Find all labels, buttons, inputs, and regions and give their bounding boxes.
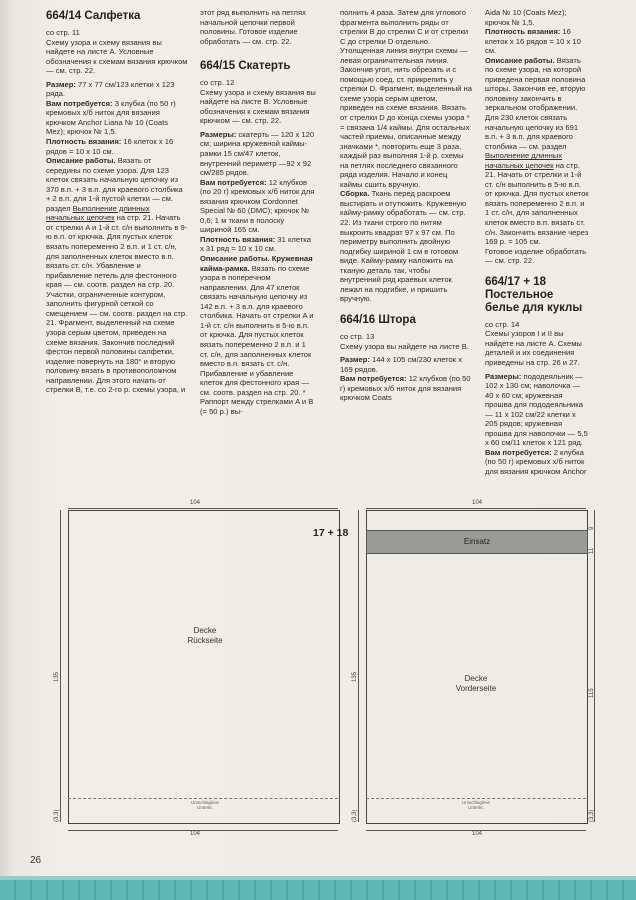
intro-text: Схему узора и схему вязания вы найдете на листе A. Условные обозначения к схемам вязания крючком — см. стр. 22. <box>46 37 188 76</box>
section-title-664-16: 664/16 Штора <box>340 313 416 326</box>
diagram-label: Decke Vorderseite <box>455 674 497 693</box>
text-block: полнить 4 раза. Затем для углового фрагмента выполнить ряды от стрелки B до стрелки C и от стрелки C до стрелки D отдельно. Утолщенная линия внутри схемы — левая ограничительная линия. Закончив угол, нить обрезать и с помощью соед. ст. прикрепить у стрелки D. Фрагмент, выделенный на схеме узора серым цветом, приведен на схеме вязания. Вязать от стрелки D до конца схемы узора * = связана 1/4 каймы. Для остальных частей приемы, описанные между значками *, повторить еще 3 раза, каждый раз выполняя 1-й р. схемы на петлях последнего связанного ряда изделия. Начало и конец каймы сшить вручную. <box>340 8 472 189</box>
need-para: Вам потребуется: 12 клубков (по 20 г) кремовых х/б ниток для вязания крючком Cordonnet Special № 60 (DMC); крючок № 0,6; 1 м ткани в полоску шириной 165 см. <box>200 177 315 235</box>
density-para: Плотность вязания: 16 клеток х 16 рядов = 10 х 10 см. <box>485 27 581 56</box>
diagram-decke-rueckseite <box>40 498 320 838</box>
fold-label: Umschlaglinie Unterkt. <box>461 800 490 810</box>
density-para: Плотность вязания: 16 клеток х 16 рядов = 10 х 10 см. <box>46 137 174 156</box>
ref-text: со стр. 14 <box>485 319 520 329</box>
ref-text: со стр. 13 <box>340 331 375 341</box>
width-dimension-top: 104 <box>472 500 483 506</box>
text-block: Aida № 10 (Coats Mez); крючок № 1,5. <box>485 8 567 27</box>
page-number: 26 <box>30 855 42 866</box>
small-dimension-right: (3,3) <box>589 809 595 822</box>
pattern-outline <box>366 510 588 824</box>
need-para: Вам потребуется: 2 клубка (по 50 г) кремовых х/б ниток для вязания крючком Anchor <box>485 447 587 476</box>
continued-text: этот ряд выполнить на петлях начальной цепочки первой половины. Готовое изделие обработать — см. стр. 22. <box>200 8 306 46</box>
size-para: Размер: 77 х 77 см/123 клетки х 123 ряда. <box>46 79 175 99</box>
need-para: Вам потребуется: 12 клубков (по 50 г) кремовых х/б ниток для вязания крючком Coats <box>340 374 471 403</box>
height-dimension-line-left <box>358 510 359 822</box>
width-dimension-bottom-line <box>68 830 338 831</box>
size-para: Размер: 144 х 105 см/230 клеток х 169 рядов. <box>340 355 463 374</box>
fold-line <box>366 798 586 799</box>
desc-para: Описание работы. Кружевная кайма-рамка. Вязать по схеме узора в поперечном направлении. Для 47 клеток связать начальную цепочку из 142 в.п. + 3 в.п. для краевого столбика. Начать от стрелки A и 1-й ст. с/н выполнить в 5-ю в.п. от крючка. Для пустых клеток вязать попеременно 2 в.п. и 1 ст. с/н, для заполненных клеток вместо в.п. вязать ст. с/н. Прибавление и убавление клеток для фестонного края — см. соотв. раздел на стр. 20. * Раппорт между стрелками A и B (= 50 р.) вы- <box>200 254 314 416</box>
size-para: Размеры: пододеяльник — 102 х 130 см; наволочка — 40 х 60 см; кружевная прошва для пододеяльника — 11 х 102 см/22 клетки х 205 рядов; кружевная прошва для наволочки — 5,5 х 60 см/11 клеток х 121 ряд. <box>485 371 588 448</box>
ref-text: со стр. 12 <box>200 78 235 88</box>
intro-text: Схему узора вы найдете на листе B. <box>340 341 469 351</box>
assembly-para: Сборка. Ткань перед раскроем выстирать и отутюжить. Кружевную кайму-рамку обработать — см. стр. 22. Из ткани строго по нитям выкроить квадрат 97 х 97 см. По периметру выполнить двойную подгибку шириной 1 см в готовом виде. Кайму-рамку наложить на тканую деталь так, чтобы внутренний ряд краевых клеток лежал на подгибке, и пришить вручную. <box>340 189 467 304</box>
height-dimension-left: 135 <box>352 671 358 682</box>
width-dimension-top: 104 <box>190 500 201 506</box>
height-dimension-line-right <box>594 510 595 822</box>
width-dimension-line <box>68 508 338 509</box>
section-title-664-14: 664/14 Салфетка <box>46 10 141 22</box>
column-2 <box>200 8 316 416</box>
section-title-664-15: 664/15 Скатерть <box>200 60 291 73</box>
desc-para: Описание работы. Вязать по схеме узора, на которой приведена первая половина шторы. Закончив ее, вторую половину закончить в зеркальном отображении. Для 230 клеток связать начальную цепочку из 691 в.п. + 3 в.п. для краевого столбика — см. раздел Выполнение длинных начальных цепочек на стр. 21. Начать от стрелки и 1-й ст. с/н выполнить в 5-ю в.п. от крючка. Для пустых клеток вязать попеременно 2 в.п. и 1 ст. с/н, для заполненных клеток вместо в.п. вязать ст. с/н. Закончить вязание через 169 р. = 105 см. <box>485 55 589 247</box>
diagram-badge: 17 + 18 <box>313 527 349 539</box>
fold-label: Umschlaglinie Unterkt. <box>190 800 219 810</box>
column-3 <box>340 8 472 403</box>
density-para: Плотность вязания: 31 клетка х 31 ряд = 10 х 10 см. <box>200 234 311 254</box>
intro-text: Схему узора и схему вязания вы найдете на листе B. Условные обозначения к схемам вязания крючком — см. стр. 22. <box>200 87 316 126</box>
fold-line <box>68 798 338 799</box>
size-para: Размеры: скатерть — 120 х 120 см; ширина кружевной каймы-рамки 15 см/47 клеток, внутренний периметр —92 х 92 см/285 рядов. <box>200 129 315 178</box>
height-dimension-right: 115 <box>589 688 595 698</box>
column-1 <box>46 8 188 395</box>
top-dimension-11: 11 <box>589 547 595 554</box>
small-dimension-left: (3,3) <box>352 809 358 822</box>
need-para: Вам потребуется: 3 клубка (по 50 г) кремовых х/б ниток для вязания крючком Anchor Liana № 10 (Coats Mez); крючок № 1,5. <box>46 98 176 137</box>
decorative-footer-band <box>0 876 636 900</box>
width-dimension-bottom: 104 <box>472 831 483 837</box>
top-dimension-9: 9 <box>589 526 595 530</box>
desc-para: Описание работы. Вязать от середины по схеме узора. Для 123 клеток связать начальную цепочку из 370 в.п. + 3 в.п. для краевого столбика + 2 в.п. для 1-й пустой клетки — см. раздел Выполнение длинных начальных цепочек на стр. 21. Начать от стрелки A и 1-й ст. с/н выполнить в 9-ю в.п. от крючка. Для пустых клеток вязать попеременно 2 в.п. и 1 ст. с/н, для заполненных клеток вместо в.п. вязать ст. с/н. Убавление и прибавление петель для фестонного края — см. соотв. раздел на стр. 20. Участки, ограниченные контуром, заполнить фигурной сеткой со смещением — см. соотв. раздел на стр. 21. Фрагмент, выделенный на схеме узора серым цветом, приведен на схеме вязания. Закончив последний фестон первой половины салфетки, изделие повернуть на 180° и вторую половину вязать в противоположном направлении. Для этого начать от стрелки B, т.е. со 2-го р. схемы узора, и <box>46 156 188 395</box>
height-dimension: 135 <box>54 671 60 682</box>
ref-text: со стр. 11 <box>46 28 80 37</box>
section-title-664-17-18: 664/17 + 18 Постельное белье для куклы <box>485 275 583 314</box>
height-dimension-line <box>60 510 61 822</box>
diagram-label: Decke Rückseite <box>187 626 223 645</box>
pattern-outline <box>68 510 340 824</box>
column-4 <box>485 8 589 477</box>
small-dimension: (3,3) <box>54 809 60 822</box>
insert-panel: Einsatz <box>366 530 588 554</box>
finish-text: Готовое изделие обработать — см. стр. 22. <box>485 246 587 266</box>
diagram-decke-vorderseite <box>346 498 608 846</box>
width-dimension-bottom: 104 <box>190 831 201 837</box>
intro-text: Схемы узоров I и II вы найдете на листе A. Схемы деталей и их соединения приведены на стр. 26 и 27. <box>485 329 582 367</box>
width-dimension-line <box>366 508 586 509</box>
